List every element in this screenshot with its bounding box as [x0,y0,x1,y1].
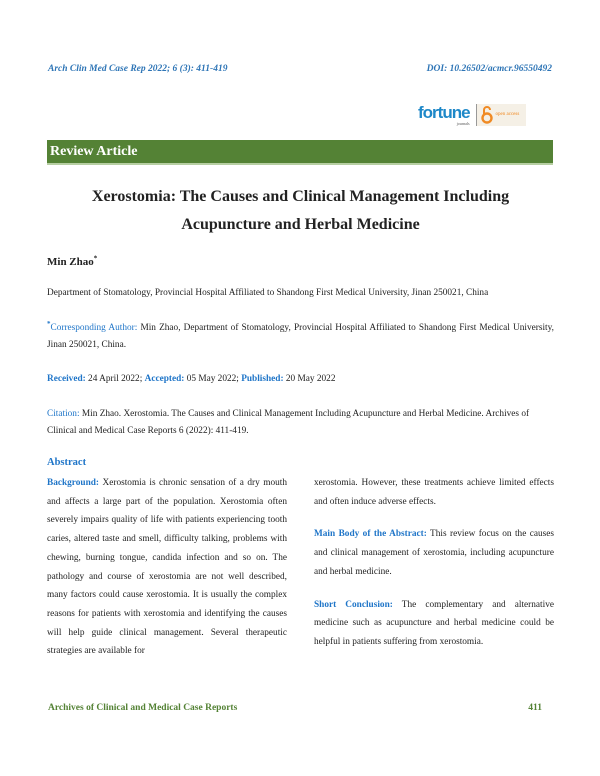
abstract-left-column [47,474,287,661]
article-body [47,140,554,661]
footer-journal: Archives of Clinical and Medical Case Reports [48,703,238,713]
fortune-logo: fortune journals [418,103,470,126]
section-banner [47,140,553,165]
citation: Citation: Min Zhao. Xerostomia. The Causes and Clinical Management Including Acupuncture and Herbal Medicine. Archives of Clinical and Medical Case Reports 6 (2022): 411-419. [47,409,530,436]
abstract-background: Background: Xerostomia is chronic sensation of a dry mouth and affects a large part of the population. Xerostomia often severely impairs quality of life with patients experiencing tooth caries, altered taste and smell, difficulty talking, problems with chewing, burning tongue, candida infection and so on. The pathology and course of xerostomia are not well described, many factors could cause xerostomia. It is usually the complex reasons for patients with xerostomia and identifying the causes will help guide clinical management. Several therapeutic strategies are available for [47,478,287,657]
abstract-conclusion: Short Conclusion: The complementary and alternative medicine such as acupuncture and herbal medicine could be helpful in patients suffering from xerostomia. [314,599,554,647]
corresponding-author: *Corresponding Author: Min Zhao, Department of Stomatology, Provincial Hospital Affiliated to Shandong First Medical University, Jinan 250021, China. [47,319,554,350]
article-title [60,183,541,239]
title-line: Xerostomia: The Causes and Clinical Management Including [91,188,510,205]
abstract-right-column [314,474,554,661]
abstract-main-body: Main Body of the Abstract: This review focus on the causes and clinical management of xerostomia, including acupuncture and herbal medicine. [314,529,554,577]
author: Min Zhao* [47,254,98,268]
abstract-heading: Abstract [47,457,87,468]
article-dates: Received: 24 April 2022; Accepted: 05 May 2022; Published: 20 May 2022 [47,374,336,384]
affiliation: Department of Stomatology, Provincial Hospital Affiliated to Shandong First Medical University, Jinan 250021, China [47,288,489,298]
page-number: 411 [528,703,542,713]
section-label: Review Article [50,144,138,159]
title-line: Acupuncture and Herbal Medicine [181,216,420,233]
abstract-background-continued: xerostomia. However, these treatments achieve limited effects and often induce adverse effects. [314,478,554,507]
abstract-columns [47,474,554,661]
journal-citation-header: Arch Clin Med Case Rep 2022; 6 (3): 411-419 [48,64,228,74]
publisher-logos [418,104,526,126]
open-access-lock-icon [481,106,493,124]
open-access-logo: open access [476,104,526,126]
doi-header: DOI: 10.26502/acmcr.96550492 [426,64,552,74]
